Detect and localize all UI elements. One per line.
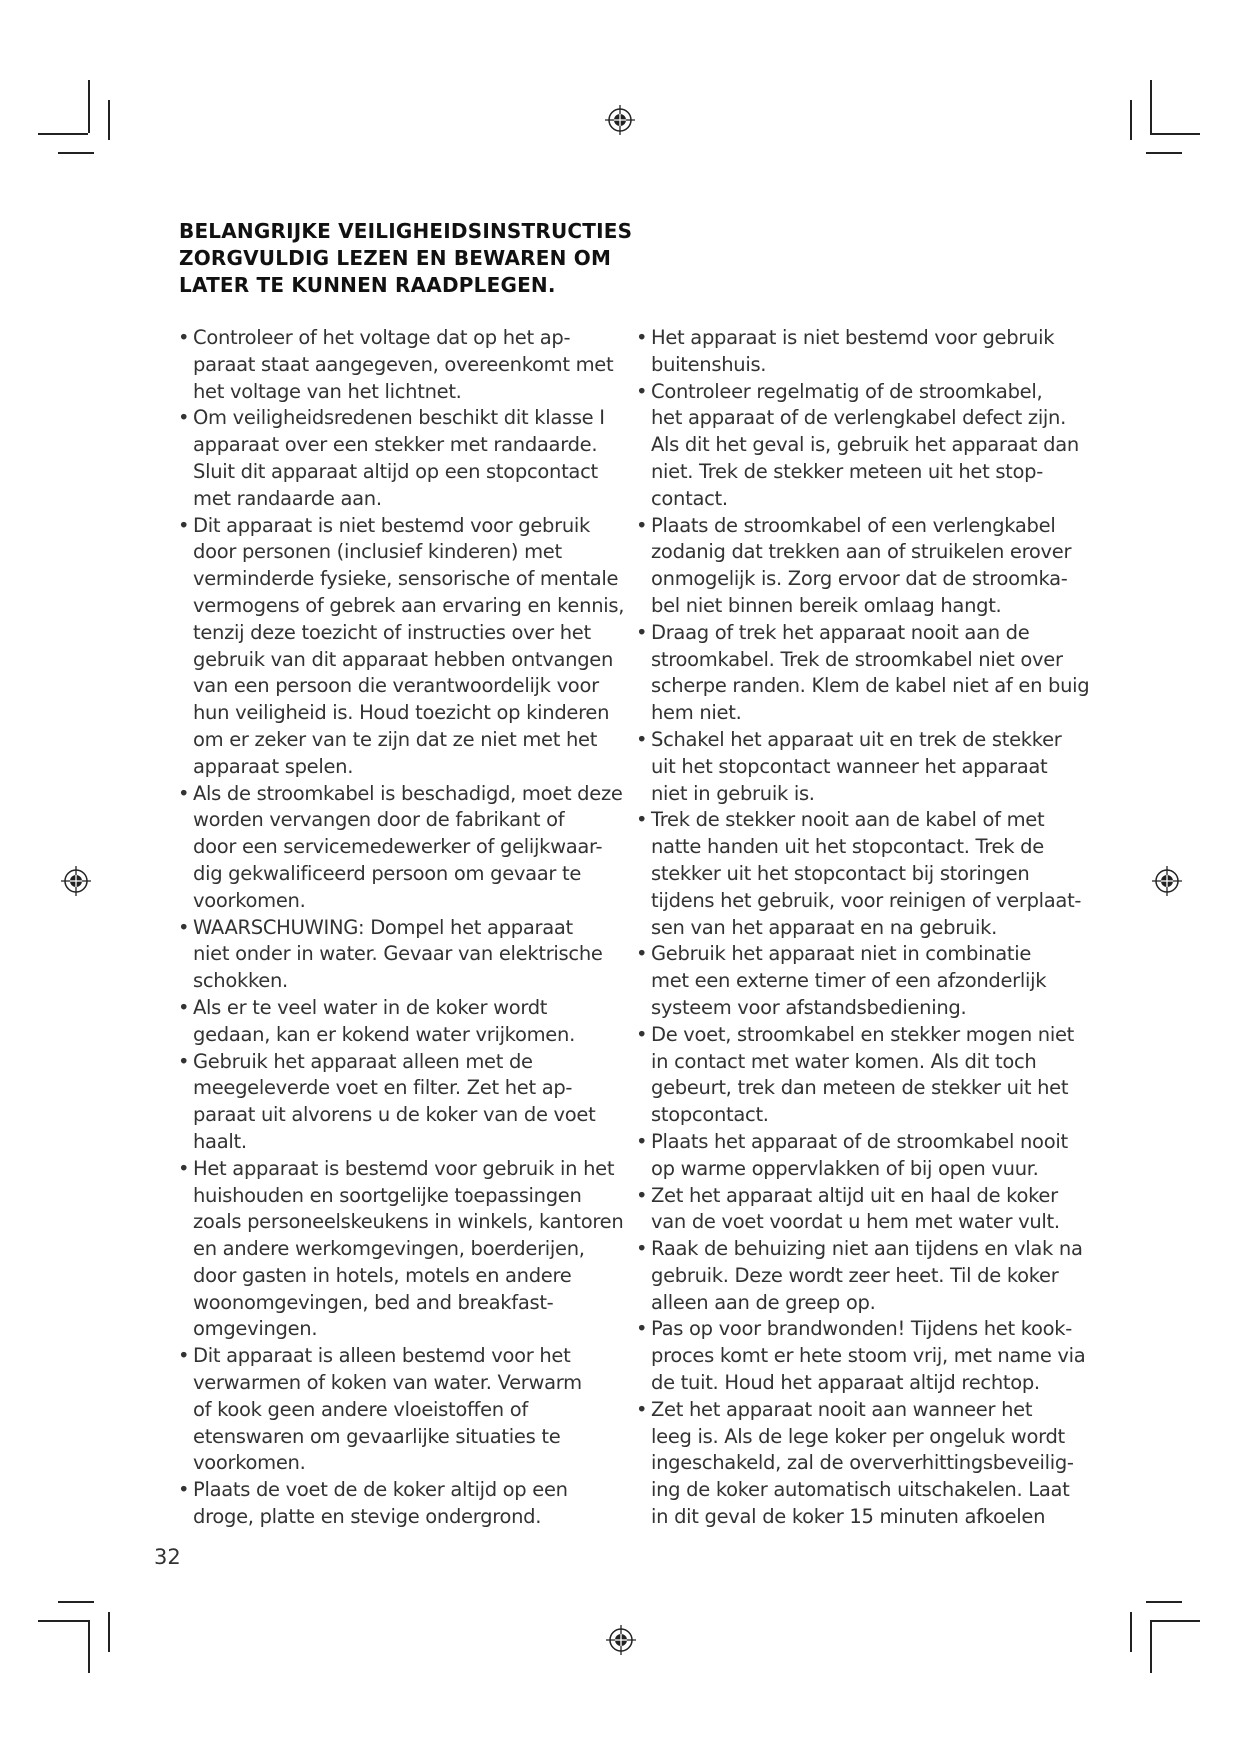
crop-mark [1150, 133, 1200, 135]
text-line: Plaats de voet de de koker altijd op een [193, 1478, 568, 1502]
bullet-icon: • [636, 1129, 648, 1153]
text-line: hun veiligheid is. Houd toezicht op kinderen [193, 701, 610, 725]
text-line: Draag of trek het apparaat nooit aan de [651, 620, 1030, 644]
bullet-icon: • [636, 1237, 648, 1261]
text-line: stopcontact. [651, 1103, 769, 1127]
text-line: verminderde fysieke, sensorische of mentale [193, 567, 619, 591]
text-line: Zet het apparaat altijd uit en haal de koker [651, 1183, 1058, 1207]
text-line: in contact met water komen. Als dit toch [651, 1049, 1037, 1073]
text-line: door personen (inclusief kinderen) met [193, 540, 562, 564]
text-line: door een servicemedewerker of gelijkwaar- [193, 835, 603, 859]
section-heading [179, 218, 659, 299]
bullet-icon: • [178, 915, 190, 939]
bullet-icon: • [178, 406, 190, 430]
text-line: niet onder in water. Gevaar van elektrische [193, 942, 603, 966]
text-line: leeg is. Als de lege koker per ongeluk wordt [651, 1424, 1065, 1448]
bullet-icon: • [178, 1344, 190, 1368]
text-line: of kook geen andere vloeistoffen of [193, 1397, 528, 1421]
registration-mark-icon [1152, 866, 1182, 896]
text-line: Dit apparaat is alleen bestemd voor het [193, 1344, 571, 1368]
bullet-item [636, 941, 1068, 1021]
text-line: Dit apparaat is niet bestemd voor gebruik [193, 513, 590, 537]
crop-mark [88, 80, 90, 133]
text-line: omgevingen. [193, 1317, 318, 1341]
bullet-item [178, 325, 614, 405]
text-line: met een externe timer of een afzonderlijk [651, 969, 1047, 993]
bullet-item [178, 1156, 624, 1344]
bullet-item [636, 325, 1068, 379]
bullet-item [178, 781, 623, 915]
text-line: meegeleverde voet en filter. Zet het ap- [193, 1076, 573, 1100]
crop-mark [38, 1620, 88, 1622]
text-line: Gebruik het apparaat niet in combinatie [651, 942, 1032, 966]
crop-mark [1146, 152, 1182, 154]
bullet-icon: • [636, 513, 648, 537]
bullet-icon: • [178, 1156, 190, 1180]
crop-mark [108, 100, 110, 140]
crop-mark [38, 133, 88, 135]
text-line: Het apparaat is bestemd voor gebruik in het [193, 1156, 615, 1180]
bullet-item [636, 1022, 1074, 1129]
crop-mark [1146, 1601, 1182, 1603]
text-line: van de voet voordat u hem met water vult. [651, 1210, 1060, 1234]
registration-mark-icon [605, 105, 635, 135]
text-line: tenzij deze toezicht of instructies over het [193, 620, 591, 644]
text-line: etenswaren om gevaarlijke situaties te [193, 1424, 561, 1448]
bullet-item [636, 1316, 1086, 1396]
text-line: voorkomen. [193, 888, 306, 912]
bullet-icon: • [178, 326, 190, 349]
heading-line: ZORGVULDIG LEZEN EN BEWAREN OM [179, 246, 612, 270]
text-line: tijdens het gebruik, voor reinigen of verplaat- [651, 888, 1082, 912]
bullet-icon: • [636, 1183, 648, 1207]
bullet-item [636, 1397, 1074, 1531]
crop-mark [58, 1601, 94, 1603]
text-line: scherpe randen. Klem de kabel niet af en buig [651, 674, 1090, 698]
text-line: gebruik van dit apparaat hebben ontvangen [193, 647, 614, 671]
text-line: huishouden en soortgelijke toepassingen [193, 1183, 582, 1207]
text-line: dig gekwalificeerd persoon om gevaar te [193, 861, 582, 885]
page-number: 32 [154, 1545, 181, 1569]
bullet-item [636, 727, 1068, 807]
text-line: onmogelijk is. Zorg ervoor dat de stroomka- [651, 567, 1068, 591]
text-line: Als dit het geval is, gebruik het apparaat dan [651, 433, 1079, 457]
bullet-icon: • [636, 808, 648, 832]
registration-mark-icon [61, 866, 91, 896]
text-line: door gasten in hotels, motels en andere [193, 1263, 572, 1287]
text-line: op warme oppervlakken of bij open vuur. [651, 1156, 1039, 1180]
text-line: met randaarde aan. [193, 486, 382, 510]
text-line: schokken. [193, 969, 288, 993]
text-line: Controleer of het voltage dat op het ap- [193, 326, 571, 349]
text-line: niet in gebruik is. [651, 781, 815, 805]
text-line: Plaats de stroomkabel of een verlengkabel [651, 513, 1056, 537]
text-line: ing de koker automatisch uitschakelen. Laat [651, 1478, 1070, 1502]
bullet-icon: • [178, 513, 190, 537]
text-line: bel niet binnen bereik omlaag hangt. [651, 593, 1002, 617]
bullet-icon: • [636, 379, 648, 403]
right-column [636, 325, 1090, 1531]
heading-line: LATER TE KUNNEN RAADPLEGEN. [179, 273, 556, 297]
crop-mark [1150, 1620, 1152, 1673]
bullet-icon: • [636, 1317, 648, 1341]
text-line: voorkomen. [193, 1451, 306, 1475]
bullet-item [636, 1236, 1083, 1316]
bullet-icon: • [636, 326, 648, 349]
text-line: worden vervangen door de fabrikant of [193, 808, 565, 832]
bullet-item [178, 513, 625, 781]
bullet-icon: • [636, 727, 648, 751]
bullet-icon: • [178, 1049, 190, 1073]
text-line: paraat staat aangegeven, overeenkomt met [193, 352, 614, 376]
text-line: buitenshuis. [651, 352, 767, 376]
text-line: en andere werkomgevingen, boerderijen, [193, 1237, 585, 1261]
text-line: Pas op voor brandwonden! Tijdens het kook- [651, 1317, 1073, 1341]
text-line: Trek de stekker nooit aan de kabel of met [651, 808, 1045, 832]
text-line: droge, platte en stevige ondergrond. [193, 1505, 542, 1529]
text-line: zodanig dat trekken aan of struikelen erover [651, 540, 1072, 564]
bullet-icon: • [636, 1022, 648, 1046]
bullet-item [636, 807, 1082, 941]
bullet-item [178, 1477, 610, 1531]
crop-mark [88, 1620, 90, 1673]
bullet-icon: • [636, 620, 648, 644]
text-line: Gebruik het apparaat alleen met de [193, 1049, 533, 1073]
bullet-item [636, 1183, 1068, 1237]
text-line: Als de stroomkabel is beschadigd, moet deze [193, 781, 623, 805]
bullet-item [636, 513, 1072, 620]
text-line: natte handen uit het stopcontact. Trek de [651, 835, 1044, 859]
text-line: uit het stopcontact wanneer het apparaat [651, 754, 1048, 778]
text-line: Als er te veel water in de koker wordt [193, 995, 548, 1019]
text-line: niet. Trek de stekker meteen uit het stop- [651, 459, 1043, 483]
text-line: Schakel het apparaat uit en trek de stekker [651, 727, 1062, 751]
text-line: zoals personeelskeukens in winkels, kantoren [193, 1210, 624, 1234]
bullet-item [178, 1343, 610, 1477]
text-line: alleen aan de greep op. [651, 1290, 876, 1314]
text-line: woonomgevingen, bed and breakfast- [193, 1290, 554, 1314]
crop-mark [1130, 1612, 1132, 1652]
text-line: stekker uit het stopcontact bij storingen [651, 861, 1030, 885]
text-line: Om veiligheidsredenen beschikt dit klasse I [193, 406, 605, 430]
left-column [178, 325, 625, 1531]
text-line: Plaats het apparaat of de stroomkabel nooit [651, 1129, 1068, 1153]
text-line: haalt. [193, 1129, 247, 1153]
text-line: paraat uit alvorens u de koker van de voet [193, 1103, 596, 1127]
crop-mark [58, 152, 94, 154]
bullet-item [636, 1129, 1068, 1183]
bullet-item [178, 1049, 610, 1156]
text-line: hem niet. [651, 701, 742, 725]
text-line: De voet, stroomkabel en stekker mogen niet [651, 1022, 1074, 1046]
text-line: Controleer regelmatig of de stroomkabel, [651, 379, 1043, 403]
bullet-item [636, 379, 1079, 513]
text-line: systeem voor afstandsbediening. [651, 995, 967, 1019]
bullet-icon: • [178, 781, 190, 805]
text-line: proces komt er hete stoom vrij, met name via [651, 1344, 1086, 1368]
bullet-icon: • [636, 1397, 648, 1421]
crop-mark [1150, 80, 1152, 133]
text-line: Het apparaat is niet bestemd voor gebruik [651, 326, 1055, 349]
text-line: Raak de behuizing niet aan tijdens en vlak na [651, 1237, 1083, 1261]
heading-line: BELANGRIJKE VEILIGHEIDSINSTRUCTIES [179, 219, 633, 243]
crop-mark [1150, 1620, 1200, 1622]
text-line: apparaat over een stekker met randaarde. [193, 433, 598, 457]
text-line: apparaat spelen. [193, 754, 354, 778]
text-line: van een persoon die verantwoordelijk voor [193, 674, 599, 698]
text-line: sen van het apparaat en na gebruik. [651, 915, 997, 939]
crop-mark [1130, 100, 1132, 140]
text-line: Sluit dit apparaat altijd op een stopcontact [193, 459, 598, 483]
bullet-item [178, 915, 610, 995]
text-line: gebruik. Deze wordt zeer heet. Til de koker [651, 1263, 1059, 1287]
text-line: stroomkabel. Trek de stroomkabel niet over [651, 647, 1063, 671]
text-line: contact. [651, 486, 728, 510]
bullet-icon: • [636, 942, 648, 966]
text-line: gedaan, kan er kokend water vrijkomen. [193, 1022, 575, 1046]
text-line: verwarmen of koken van water. Verwarm [193, 1371, 582, 1395]
text-line: het voltage van het lichtnet. [193, 379, 462, 403]
bullet-item [178, 995, 610, 1049]
bullet-item [178, 405, 610, 512]
text-line: ingeschakeld, zal de oververhittingsbeveilig- [651, 1451, 1074, 1475]
text-line: vermogens of gebrek aan ervaring en kennis, [193, 593, 625, 617]
text-line: het apparaat of de verlengkabel defect zijn. [651, 406, 1067, 430]
text-line: de tuit. Houd het apparaat altijd rechtop. [651, 1371, 1040, 1395]
bullet-item [636, 620, 1090, 727]
bullet-icon: • [178, 995, 190, 1019]
crop-mark [108, 1612, 110, 1652]
text-line: om er zeker van te zijn dat ze niet met het [193, 727, 598, 751]
bullet-icon: • [178, 1478, 190, 1502]
text-line: gebeurt, trek dan meteen de stekker uit het [651, 1076, 1069, 1100]
text-line: WAARSCHUWING: Dompel het apparaat [193, 915, 573, 939]
text-line: in dit geval de koker 15 minuten afkoelen [651, 1505, 1046, 1529]
registration-mark-icon [606, 1625, 636, 1655]
text-line: Zet het apparaat nooit aan wanneer het [651, 1397, 1033, 1421]
